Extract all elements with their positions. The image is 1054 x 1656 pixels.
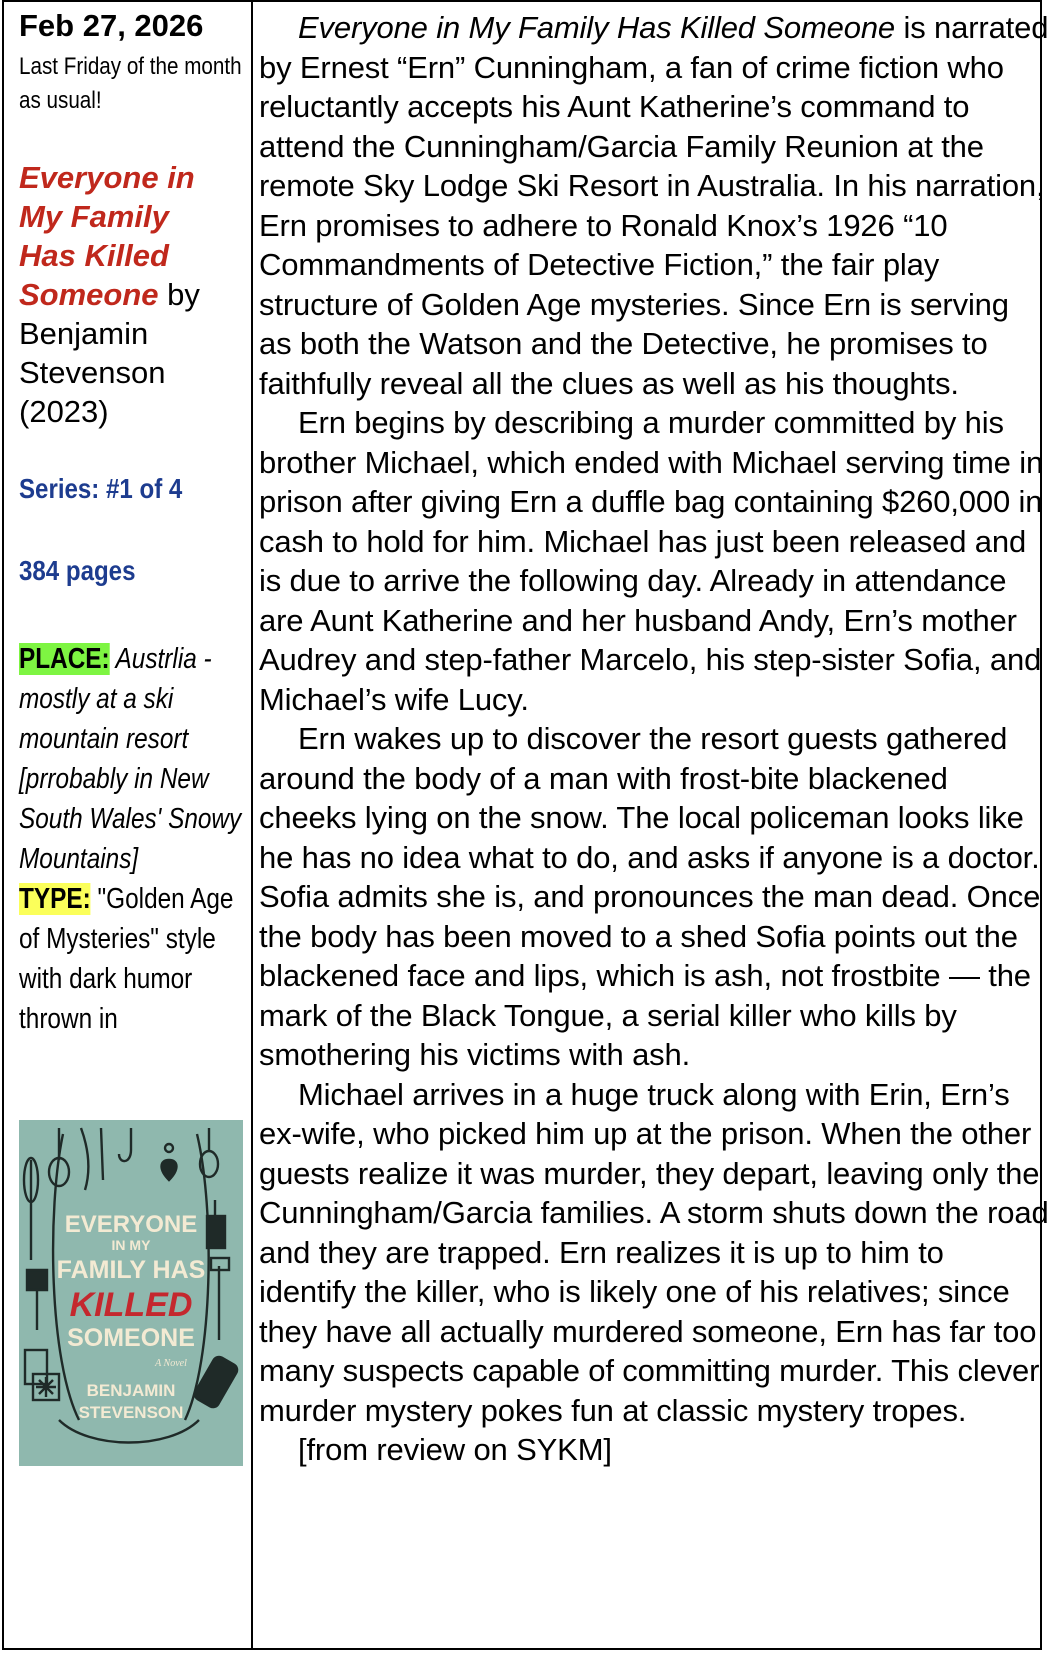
author-line: Benjamin: [19, 316, 149, 351]
cover-title-line: FAMILY HAS: [56, 1256, 206, 1284]
cover-author-line: BENJAMIN: [86, 1381, 176, 1400]
review-paragraph: [259, 8, 1049, 403]
place-text: Austrlia - mostly at a ski mountain resort [prrobably in New South Wales' Snowy Mountains]: [19, 643, 242, 875]
book-title-block: [19, 158, 247, 431]
date-note: Last Friday of the month as usual!: [19, 53, 242, 114]
page-count: 384 pages: [19, 555, 136, 586]
cover-author-line: STEVENSON: [78, 1403, 184, 1422]
by-label: by: [158, 277, 200, 312]
cover-title-line: EVERYONE: [64, 1211, 198, 1238]
column-divider: [251, 2, 253, 1648]
review-source: [from review on SYKM]: [298, 1432, 612, 1467]
cover-tag: A Novel: [155, 1358, 187, 1369]
review-paragraph: Ern begins by describing a murder committed by his brother Michael, which ended with Michael serving time in prison after giving Ern a duffle bag containing $260,000 in cash to hold for him. Michael has just been released and is due to arrive the following day. Already in attendance are Aunt Katherine and her husband Andy, Ern’s mother Audrey and step-father Marcelo, his step-sister Sofia, and Michael’s wife Lucy.: [259, 405, 1044, 717]
book-title-line: My Family: [19, 199, 169, 234]
cover-title-killed: KILLED: [69, 1286, 193, 1324]
review-text: [259, 8, 1049, 1470]
book-title-line: Everyone in: [19, 160, 195, 195]
publication-year: (2023): [19, 394, 109, 429]
place-type-block: [19, 639, 247, 1039]
place-label: PLACE:: [19, 643, 110, 675]
review-paragraph-text: is narrated by Ernest “Ern” Cunningham, a fan of crime fiction who reluctantly accepts his Aunt Katherine’s command to attend the Cunningham/Garcia Family Reunion at the remote Sky Lodge Ski Resort in Australia. In his narration, Ern promises to adhere to Ronald Knox’s 1926 “10 Commandments of Detective Fiction,” the fair play structure of Golden Age mysteries. Since Ern is serving as both the Watson and the Detective, he promises to faithfully reveal all the clues as well as his thoughts.: [259, 10, 1049, 401]
review-paragraph: Michael arrives in a huge truck along with Erin, Ern’s ex-wife, who picked him up at the prison. When the other guests realize it was murder, they depart, leaving only the Cunningham/Garcia families. A storm shuts down the road and they are trapped. Ern realizes it is up to him to identify the killer, who is likely one of his relatives; since they have all actually murdered someone, Ern has far too many suspects capable of committing murder. This clever murder mystery pokes fun at classic mystery tropes.: [259, 1076, 1049, 1428]
type-text: "Golden Age of Mysteries" style with dark humor thrown in: [19, 883, 234, 1035]
page-frame: [2, 0, 1049, 1650]
review-paragraph: Ern wakes up to discover the resort guests gathered around the body of a man with frost-bite blackened cheeks lying on the snow. The local policeman looks like he has no idea what to do, and asks if anyone is a doctor. Sofia admits she is, and pronounces the man dead. Once the body has been moved to a shed Sofia points out the blackened face and lips, which is ash, not frostbite — the mark of the Black Tongue, a serial killer who kills by smothering his victims with ash.: [259, 721, 1041, 1072]
review-column: [259, 8, 1049, 1470]
book-title-line: Someone: [19, 277, 159, 312]
series-info: Series: #1 of 4: [19, 473, 183, 504]
author-line: Stevenson: [19, 355, 166, 390]
book-title-line: Has Killed: [19, 238, 169, 273]
info-column: [19, 8, 247, 1039]
cover-title-line: SOMEONE: [67, 1324, 195, 1352]
cover-title-line: IN MY: [111, 1237, 151, 1253]
meeting-date: Feb 27, 2026: [19, 8, 204, 43]
review-book-title: Everyone in My Family Has Killed Someone: [298, 10, 896, 45]
type-label: TYPE:: [19, 883, 91, 915]
book-cover-image: [19, 1120, 243, 1466]
